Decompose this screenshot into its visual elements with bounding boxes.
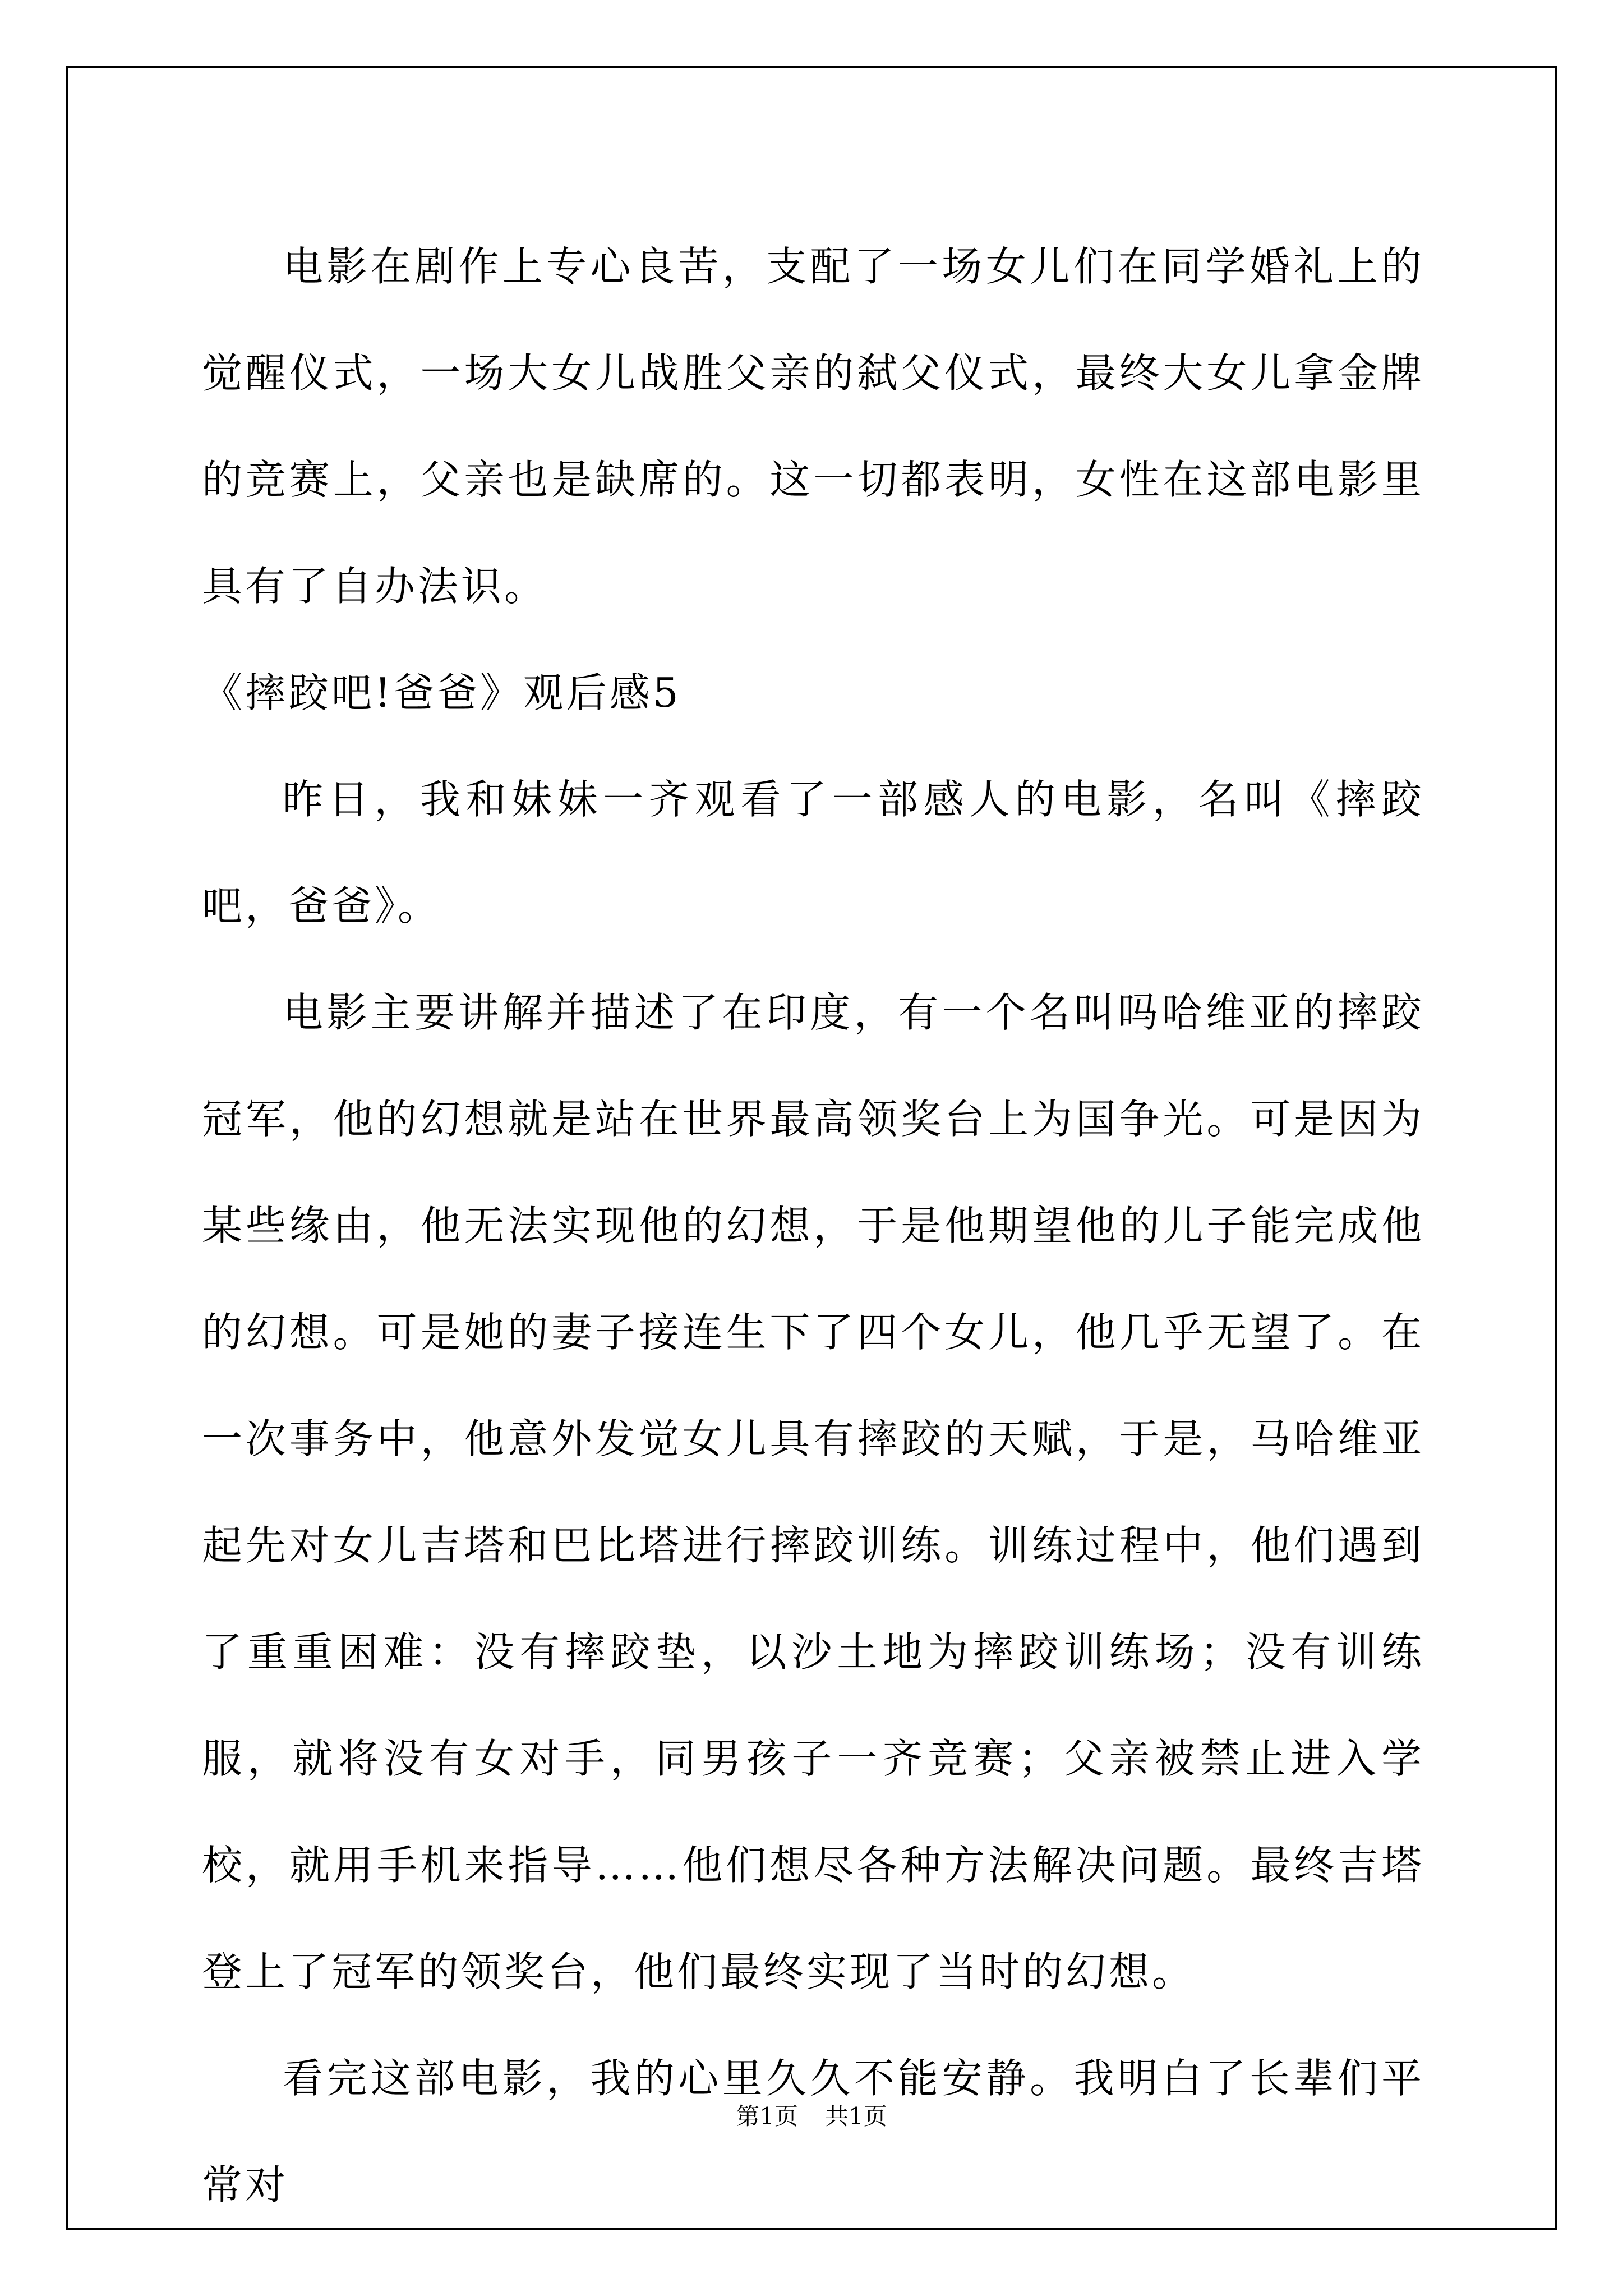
- page-number: 第1页: [736, 2102, 798, 2130]
- paragraph-4: 看完这部电影，我的心里久久不能安静。我明白了长辈们平常对: [202, 2055, 1424, 2208]
- document-body: [202, 213, 1424, 2238]
- page-footer: [0, 2098, 1623, 2132]
- paragraph-1: 电影在剧作上专心良苦，支配了一场女儿们在同学婚礼上的觉醒仪式，一场大女儿战胜父亲的弑父仪式，最终大女儿拿金牌的竞赛上，父亲也是缺席的。这一切都表明，女性在这部电影里具有了自办法识。: [202, 243, 1424, 610]
- paragraph-3: 电影主要讲解并描述了在印度，有一个名叫吗哈维亚的摔跤冠军，他的幻想就是站在世界最高领奖台上为国争光。可是因为某些缘由，他无法实现他的幻想，于是他期望他的儿子能完成他的幻想。可是她的妻子接连生下了四个女儿，他几乎无望了。在一次事务中，他意外发觉女儿具有摔跤的天赋，于是，马哈维亚起先对女儿吉塔和巴比塔进行摔跤训练。训练过程中，他们遇到了重重困难：没有摔跤垫，以沙土地为摔跤训练场；没有训练服，就将没有女对手，同男孩子一齐竞赛；父亲被禁止进入学校，就用手机来指导……他们想尽各种方法解决问题。最终吉塔登上了冠军的领奖台，他们最终实现了当时的幻想。: [202, 989, 1424, 1995]
- section-heading: 《摔跤吧!爸爸》观后感5: [202, 669, 681, 716]
- paragraph-2: 昨日，我和妹妹一齐观看了一部感人的电影，名叫《摔跤吧，爸爸》。: [202, 776, 1424, 930]
- page-total: 共1页: [825, 2102, 887, 2130]
